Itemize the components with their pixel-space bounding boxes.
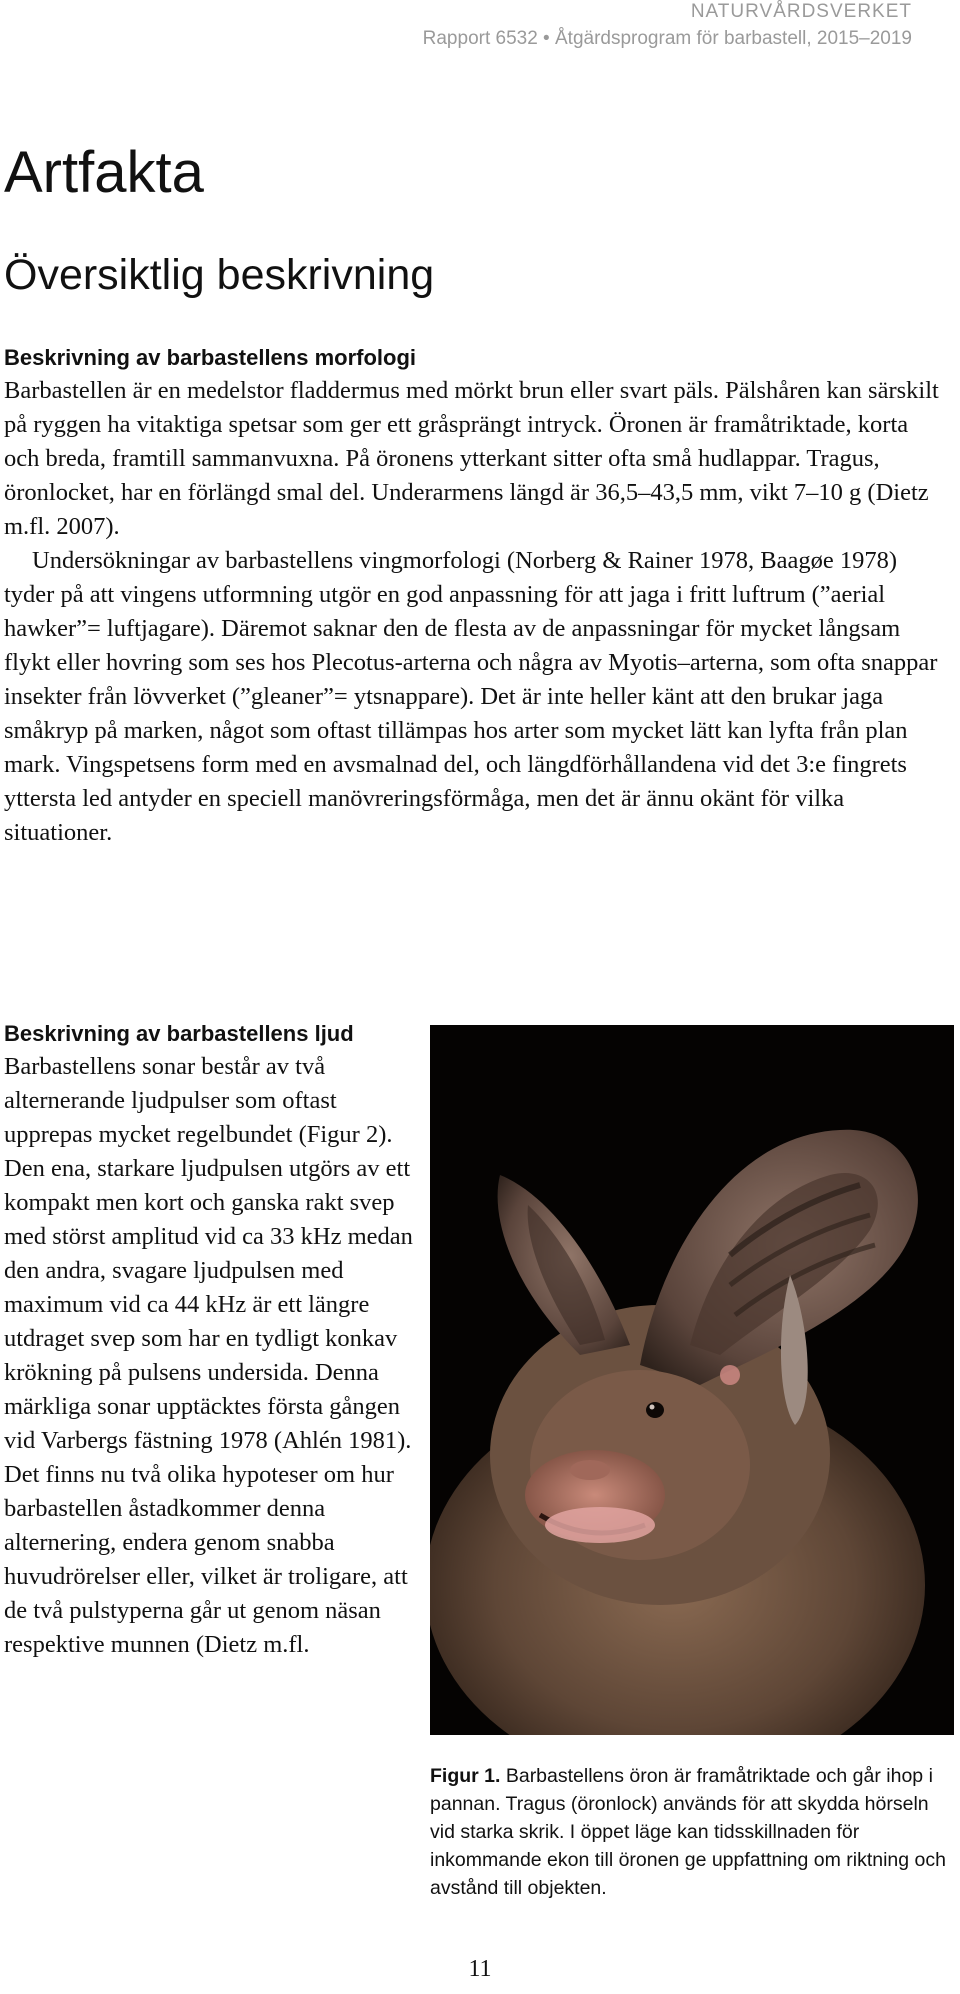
page-number: 11 [468, 1956, 492, 1982]
section-title: Översiktlig beskrivning [4, 251, 435, 299]
figure-caption [430, 1762, 954, 1902]
morphology-paragraph-2: Undersökningar av barbastellens vingmorfologi (Norberg & Rainer 1978, Baagøe 1978) tyder på att vingens utformning utgör en god anpassning för att jaga i fritt luftrum (”aerial hawker”= luftjagare). Däremot saknar den de flesta av de anpassningar för mycket långsam flykt eller hovring som ses hos Plecotus-arterna och några av Myotis–arterna, som ofta snappar insekter från lövverket (”gleaner”= ytsnappare). Det är inte heller känt att den brukar jaga småkryp på marken, något som oftast tillämpas hos arter som mycket lätt kan lyfta från plan mark. Vingspetsens form med en avsmalnad del, och längdförhållandena vid det 3:e fingrets yttersta led antyder en speciell manövreringsförmåga, men det är ännu okänt för vilka situationer. [4, 547, 938, 846]
running-header [423, 0, 912, 52]
morphology-heading: Beskrivning av barbastellens morfologi [4, 345, 417, 370]
figure-caption-text: Barbastellens öron är framåtriktade och går ihop i pannan. Tragus (öronlock) används för att skydda hörseln vid starka skrik. I öppet läge kan tidsskillnaden för inkommande ekon till öronen ge uppfattning om riktning och avstånd till objekten. [430, 1765, 946, 1899]
bat-photo [430, 1025, 954, 1735]
chapter-title: Artfakta [4, 140, 204, 205]
morphology-paragraph-1: Barbastellen är en medelstor fladdermus med mörkt brun eller svart päls. Pälshåren kan särskilt på ryggen ha vitaktiga spetsar som ger ett gråsprängt intryck. Öronen är framåtriktade, korta och breda, framtill sammanvuxna. På öronens ytterkant sitter ofta små hudlappar. Tragus, öronlocket, har en förlängd smal del. Underarmens längd är 36,5–43,5 mm, vikt 7–10 g (Dietz m.fl. 2007). [4, 377, 939, 540]
header-organization: NATURVÅRDSVERKET [690, 1, 912, 22]
sound-paragraph: Barbastellens sonar består av två alternerande ljudpulser som oftast upprepas mycket regelbundet (Figur 2). Den ena, starkare ljudpulsen utgörs av ett kompakt men kort och ganska rakt svep med störst amplitud vid ca 33 kHz medan den andra, svagare ljudpulsen med maximum vid ca 44 kHz är ett längre utdraget svep som har en tydligt konkav krökning på pulsens undersida. Denna märkliga sonar upptäcktes första gången vid Varbergs fästning 1978 (Ahlén 1981). Det finns nu två olika hypoteser om hur barbastellen åstadkommer denna alternering, endera genom snabba huvudrörelser eller, vilket är troligare, att de två pulstyperna går ut genom näsan respektive munnen (Dietz m.fl. [4, 1053, 413, 1658]
sound-heading: Beskrivning av barbastellens ljud [4, 1021, 354, 1046]
header-report-title: Rapport 6532 • Åtgärdsprogram för barbastell, 2015–2019 [422, 28, 912, 49]
morphology-section [4, 342, 944, 850]
sound-section [4, 1018, 414, 1662]
figure-label: Figur 1. [430, 1765, 501, 1787]
